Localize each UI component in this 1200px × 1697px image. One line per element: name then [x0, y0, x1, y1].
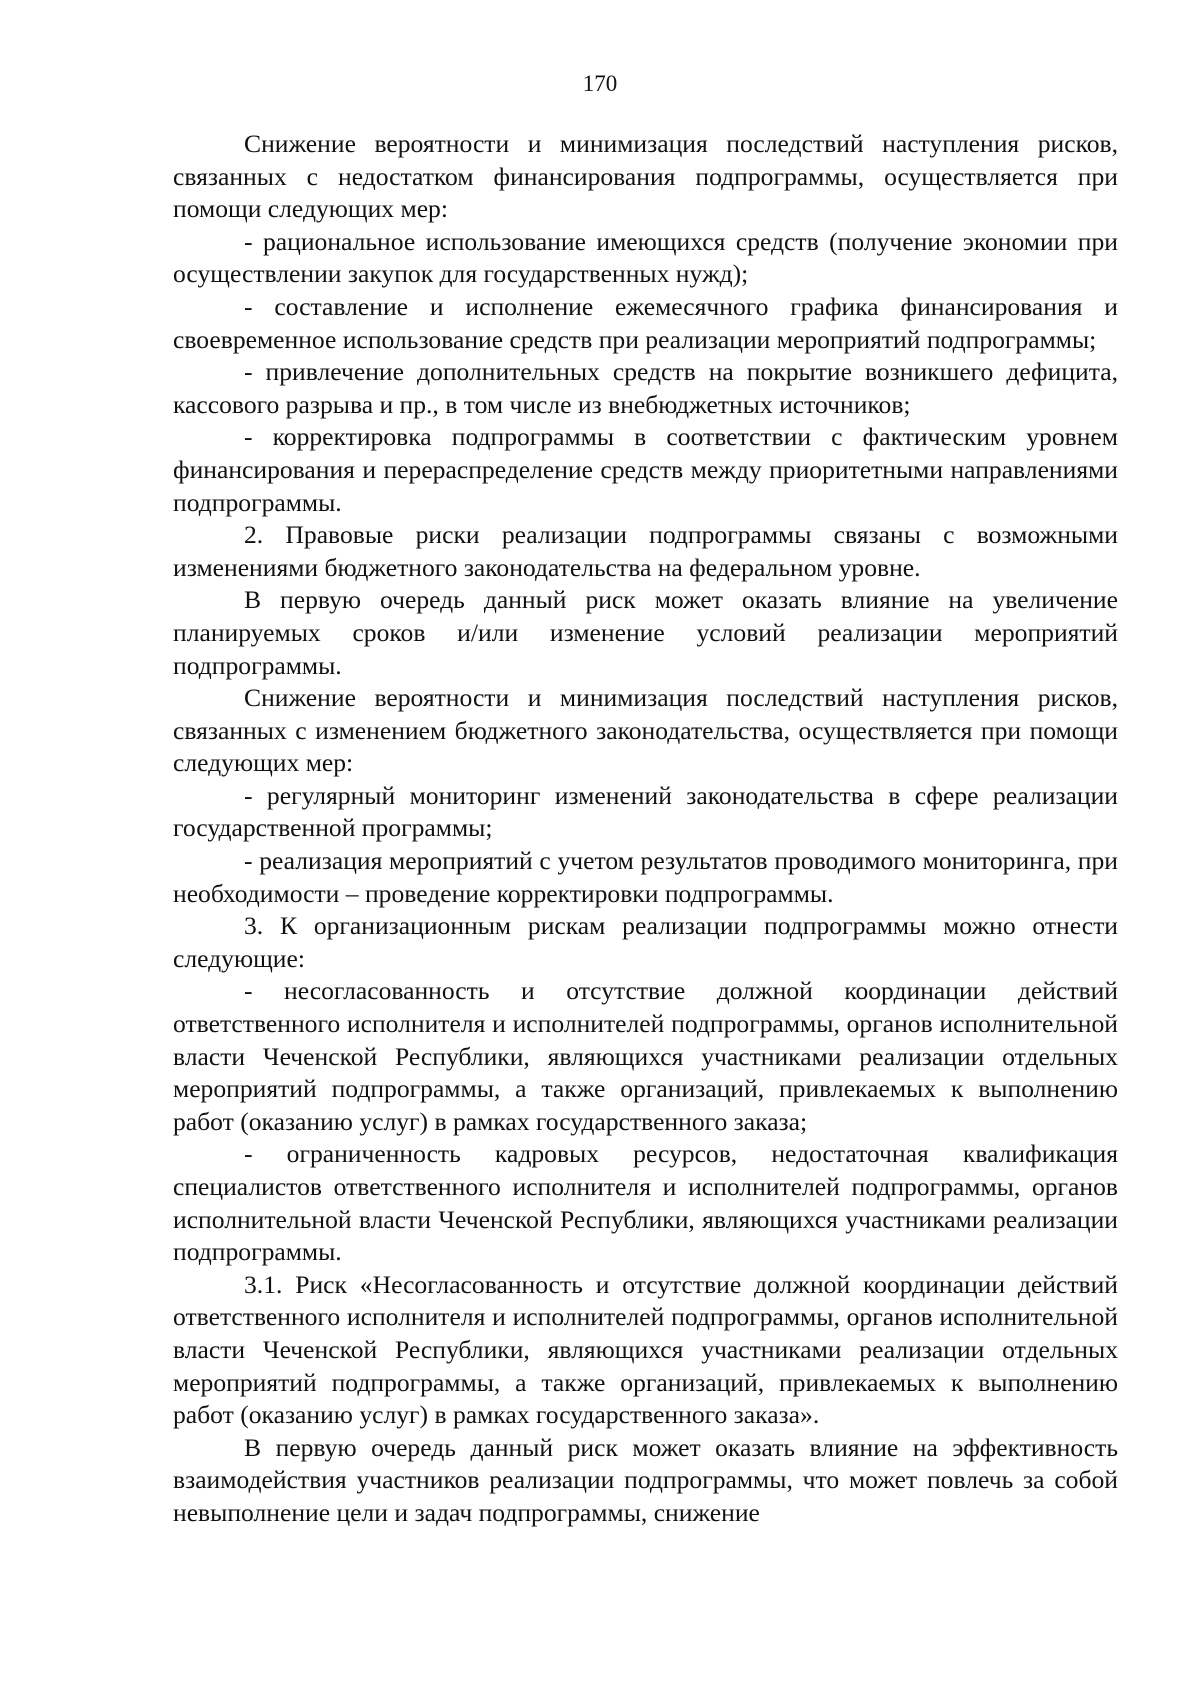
list-item-coordination: - несогласованность и отсутствие должной координации действий ответственного исполнителя и исполнителей подпрограммы, органов исполнительной власти Чеченской Республики, являющихся участниками реализации отдельных мероприятий подпрограммы, а также организаций, привлекаемых к выполнению работ (оказанию услуг) в рамках государственного заказа;	[173, 976, 1118, 1136]
paragraph-risk-3-1-impact: В первую очередь данный риск может оказать влияние на эффективность взаимодействия участников реализации подпрограммы, что может повлечь за собой невыполнение цели и задач подпрограммы, снижение	[173, 1432, 1118, 1527]
paragraph-risk-mitigation-financing: Снижение вероятности и минимизация последствий наступления рисков, связанных с недостатком финансирования подпрограммы, осуществляется при помощи следующих мер:	[173, 129, 1118, 224]
list-item-monitoring-results: - реализация мероприятий с учетом результатов проводимого мониторинга, при необходимости – проведение корректировки подпрограммы.	[173, 846, 1118, 908]
page-number: 170	[582, 71, 618, 96]
paragraph-legal-risk-impact: В первую очередь данный риск может оказать влияние на увеличение планируемых сроков и/или изменение условий реализации мероприятий подпрограммы.	[173, 585, 1118, 680]
list-item-monthly-schedule: - составление и исполнение ежемесячного графика финансирования и своевременное использование средств при реализации мероприятий подпрограммы;	[173, 291, 1118, 354]
paragraph-risk-3-1: 3.1. Риск «Несогласованность и отсутствие должной координации действий ответственного исполнителя и исполнителей подпрограммы, органов исполнительной власти Чеченской Республики, являющихся участниками реализации отдельных мероприятий подпрограммы, а также организаций, привлекаемых к выполнению работ (оказанию услуг) в рамках государственного заказа».	[173, 1269, 1118, 1430]
list-item-program-adjustment: - корректировка подпрограммы в соответствии с фактическим уровнем финансирования и перераспределение средств между приоритетными направлениями подпрограммы.	[173, 422, 1118, 517]
list-item-rational-use: - рациональное использование имеющихся средств (получение экономии при осуществлении закупок для государственных нужд);	[173, 226, 1118, 289]
list-item-additional-funds: - привлечение дополнительных средств на покрытие возникшего дефицита, кассового разрыва и пр., в том числе из внебюджетных источников;	[173, 357, 1118, 419]
paragraph-risk-mitigation-legal: Снижение вероятности и минимизация последствий наступления рисков, связанных с изменением бюджетного законодательства, осуществляется при помощи следующих мер:	[173, 683, 1118, 778]
page-body	[173, 128, 1118, 1530]
paragraph-organizational-risks: 3. К организационным рискам реализации подпрограммы можно отнести следующие:	[173, 911, 1118, 973]
list-item-regular-monitoring: - регулярный мониторинг изменений законодательства в сфере реализации государственной программы;	[173, 780, 1118, 843]
paragraph-legal-risks: 2. Правовые риски реализации подпрограммы связаны с возможными изменениями бюджетного законодательства на федеральном уровне.	[173, 520, 1118, 582]
list-item-staff-resources: - ограниченность кадровых ресурсов, недостаточная квалификация специалистов ответственного исполнителя и исполнителей подпрограммы, органов исполнительной власти Чеченской Республики, являющихся участниками реализации подпрограммы.	[173, 1139, 1118, 1267]
